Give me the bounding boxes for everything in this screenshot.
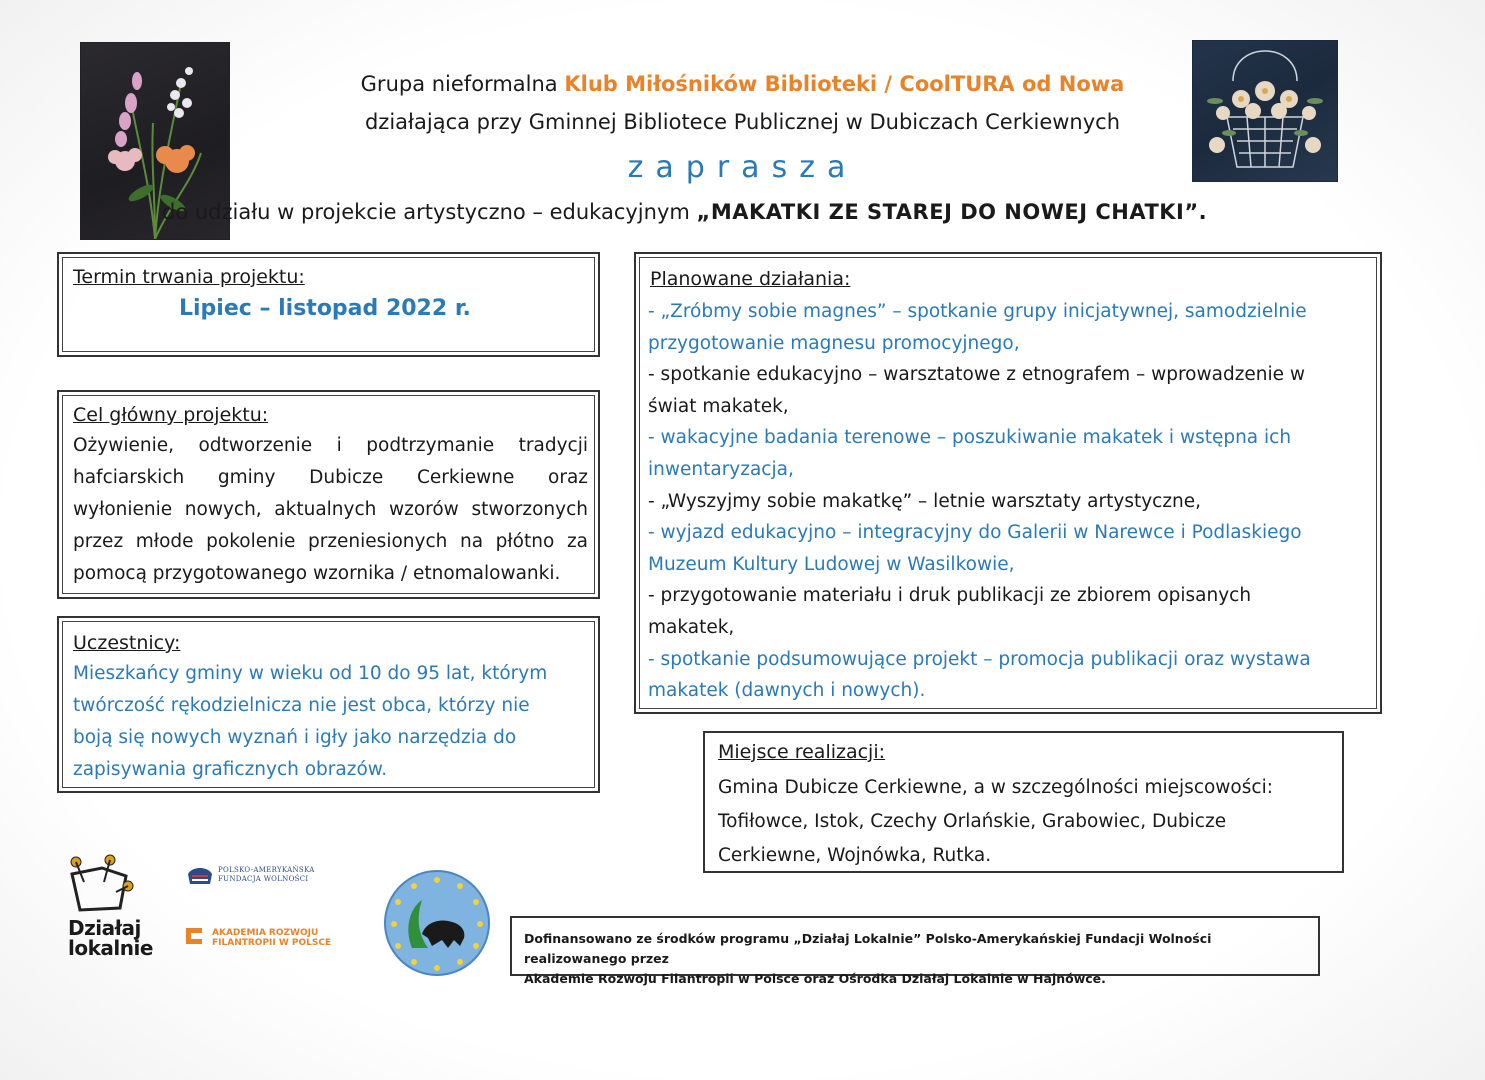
header-group-line [0,72,1485,96]
plan-activity-line: - spotkanie edukacyjno – warsztatowe z etnografem – wprowadzenie w [648,364,1306,386]
uczestnicy-box [57,616,600,793]
uczestnicy-line: twórczość rękodzielnicza nie jest obca, którzy nie [73,695,530,716]
plan-activity-line: - wakacyjne badania terenowe – poszukiwanie makatek i wstępna ich [648,427,1292,449]
arfp-wordmark-line: FILANTROPII W POLSCE [212,938,332,948]
plan-activity-line: inwentaryzacja, [648,458,794,480]
plan-activity-line: - „Zróbmy sobie magnes” – spotkanie grupy inicjatywnej, samodzielnie [648,301,1307,322]
dzialaj-lokalnie-wordmark [68,918,153,958]
cel-description [73,430,588,590]
cel-line: hafciarskich gminy Dubicze Cerkiewne oraz [73,467,588,488]
arfp-wordmark [212,928,331,948]
funding-note-box [510,916,1320,986]
plan-activity-line: makatek, [648,616,735,638]
pafw-wordmark-line: FUNDACJA WOLNOŚCI [218,875,309,883]
plan-activity-line: przygotowanie magnesu promocyjnego, [648,332,1020,354]
project-subline [162,200,1207,224]
pafw-wordmark [218,866,315,884]
project-subline-prefix: do udziału w projekcie artystyczno – edukacyjnym [162,200,690,224]
plan-activity-line: makatek (dawnych i nowych). [648,680,926,702]
uczestnicy-line: boją się nowych wyznań i igły jako narzędzia do [73,727,517,748]
cel-line: przez młode pokolenie przeniesionych na płótno za [73,531,588,552]
cel-line: pomocą przygotowanego wzornika / etnomalowanki. [73,563,561,584]
miejsce-title: Miejsce realizacji: [718,741,886,763]
uczestnicy-description [73,658,588,786]
invite-heading: zaprasza [627,150,858,185]
project-name: „MAKATKI ZE STAREJ DO NOWEJ CHATKI”. [696,200,1208,224]
header-group-prefix: Grupa nieformalna [360,72,558,96]
miejsce-line: Tofiłowce, Istok, Czechy Orlańskie, Grabowiec, Dubicze [718,811,1227,832]
uczestnicy-line: zapisywania graficznych obrazów. [73,759,388,780]
termin-box [57,252,600,357]
plan-box [634,252,1382,714]
funding-note-line: Akademie Rozwoju Filantropii w Polsce oraz Ośrodka Działaj Lokalnie w Hajnówce. [524,971,1106,986]
plan-title: Planowane działania: [650,268,851,290]
plan-activity-line: - przygotowanie materiału i druk publikacji ze zbiorem opisanych [648,585,1252,607]
termin-value: Lipiec – listopad 2022 r. [179,296,471,321]
cel-title: Cel główny projektu: [73,404,269,426]
club-name: Klub Miłośników Biblioteki / CoolTURA od Nowa [564,72,1125,96]
cel-box [57,390,600,599]
plan-activity-line: świat makatek, [648,395,789,417]
cel-line: Ożywienie, odtworzenie i podtrzymanie tradycji [73,435,588,456]
arfp-wordmark-line: AKADEMIA ROZWOJU [212,928,319,938]
dzialaj-wordmark-line: Działaj [68,916,141,940]
header-library-line: działająca przy Gminnej Bibliotece Publicznej w Dubiczach Cerkiewnych [364,110,1121,134]
miejsce-line: Gmina Dubicze Cerkiewne, a w szczególności miejscowości: [718,777,1273,798]
plan-activity-line: Muzeum Kultury Ludowej w Wasilkowie, [648,553,1015,575]
plan-activity-line: - spotkanie podsumowujące projekt – promocja publikacji oraz wystawa [648,648,1311,670]
pafw-wordmark-line: POLSKO-AMERYKAŃSKA [218,866,315,874]
uczestnicy-line: Mieszkańcy gminy w wieku od 10 do 95 lat, którym [73,663,548,684]
uczestnicy-title: Uczestnicy: [73,632,181,654]
cel-line: wyłonienie nowych, aktualnych wzorów stworzonych [73,499,588,520]
bison-emblem-logo [382,868,492,978]
termin-title: Termin trwania projektu: [73,266,305,288]
miejsce-description [718,771,1338,873]
plan-activity-line: - „Wyszyjmy sobie makatkę” – letnie warsztaty artystyczne, [648,490,1202,512]
miejsce-box [703,731,1344,873]
dzialaj-wordmark-line: lokalnie [68,936,153,960]
funding-note-line: Dofinansowano ze środków programu „Działaj Lokalnie” Polsko-Amerykańskiej Fundacji Wolności realizowanego przez [524,931,1212,966]
miejsce-line: Cerkiewne, Wojnówka, Rutka. [718,845,992,866]
plan-activity-line: - wyjazd edukacyjno – integracyjny do Galerii w Narewce i Podlaskiego [648,522,1302,544]
plan-activities-list [648,296,1370,707]
arfp-logo [184,926,204,946]
